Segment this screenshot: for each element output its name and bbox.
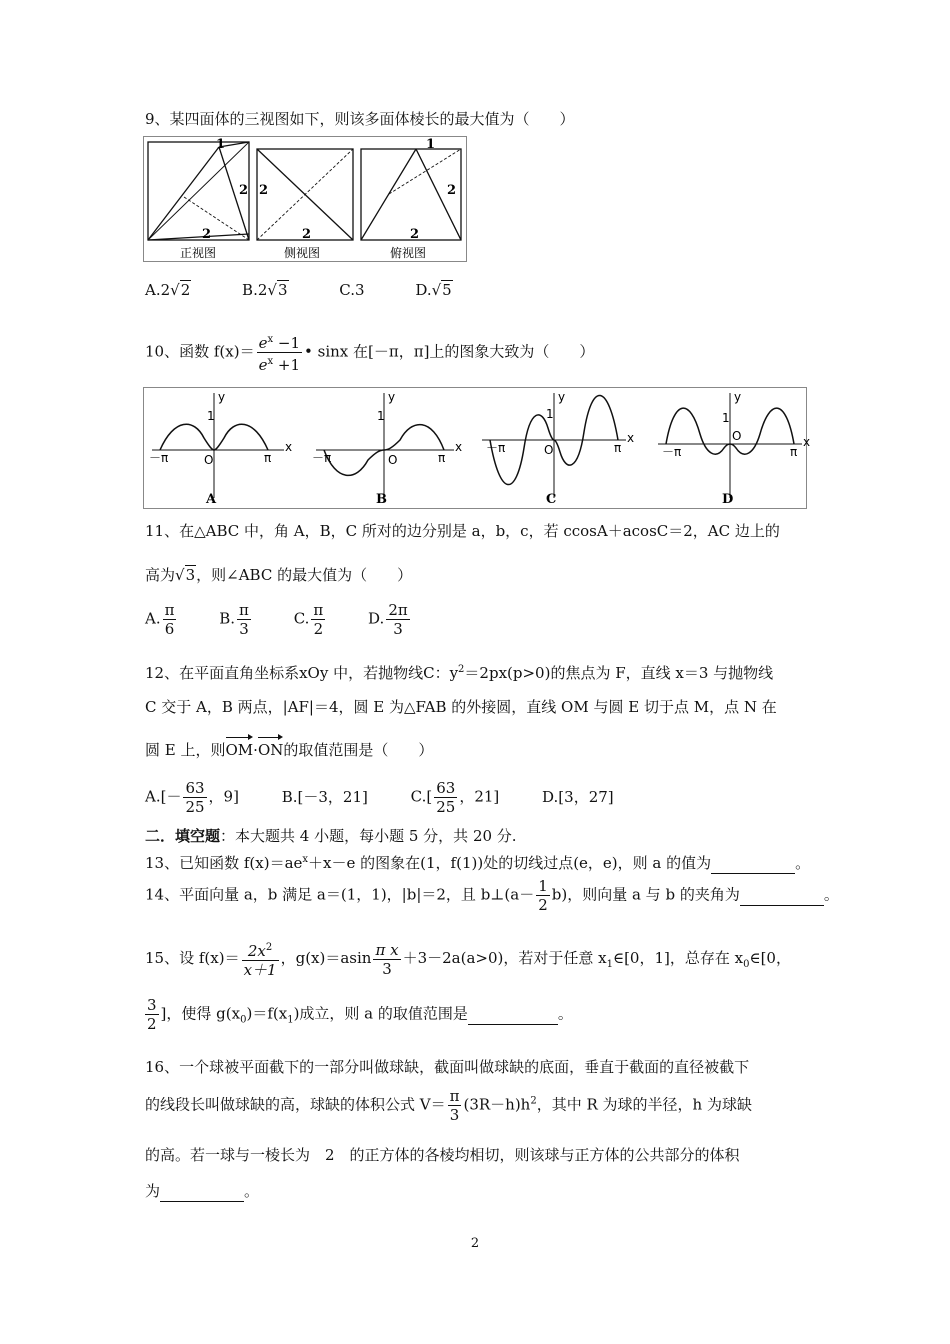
q9-stem: 9、某四面体的三视图如下，则该多面体棱长的最大值为（ ） — [145, 110, 575, 128]
svg-text:D: D — [722, 492, 734, 507]
q16-line1: 16、一个球被平面截下的一部分叫做球缺，截面叫做球缺的底面，垂直于截面的直径被截下 — [145, 1058, 750, 1076]
svg-text:C: C — [546, 492, 557, 507]
q9-option-d: D.√5 — [415, 281, 452, 299]
top-label-1: 1 — [426, 137, 436, 152]
svg-text:π: π — [790, 445, 798, 459]
svg-text:O: O — [544, 443, 554, 457]
q10-stem: 10、函数 f(x)＝ $\frac{e^x -1}{e^x +1}$ • sinx 在[－π，π]上的图象大致为（ ） — [145, 331, 594, 374]
svg-text:－π: －π — [662, 445, 682, 459]
side-label-base: 2 — [302, 227, 312, 242]
svg-text:x: x — [627, 431, 635, 445]
q14: 14、平面向量 a，b 满足 a＝(1，1)，|b|＝2，且 b⊥(a－ $\frac{1}{2}$ b)，则向量 a 与 b 的夹角为 。 — [145, 877, 839, 914]
top-label-2: 2 — [447, 183, 457, 198]
q10-fraction: $\frac{e^x -1}{e^x +1}$ — [257, 331, 302, 374]
svg-text:A: A — [206, 492, 217, 507]
svg-text:y: y — [218, 390, 226, 404]
q15-line1: 15、设 f(x)＝ $\frac{2x^2}{x+1}$ ，g(x)＝asin $\frac{\text{π x}}{3}$ ＋3－2a(a>0)，若对于任意 $x_1\in[0$，1]，总存在 $x_0\in[0$， — [145, 940, 791, 979]
svg-text:1: 1 — [722, 411, 730, 425]
graph-b — [312, 390, 462, 507]
q11-option-d: D. $\frac{2\pi}{3}$ — [368, 601, 408, 638]
svg-text:x: x — [803, 435, 811, 449]
side-label-left: 2 — [259, 183, 269, 198]
svg-text:1: 1 — [377, 409, 385, 423]
q11-options — [145, 601, 412, 638]
caption-top: 俯视图 — [390, 246, 427, 260]
q12-option-a: A.[－ $\frac{63}{25}$ ，9] — [145, 779, 239, 816]
q16-line3: 的高。若一球与一棱长为 2 的正方体的各棱均相切，则该球与正方体的公共部分的体积 — [145, 1146, 740, 1164]
svg-text:x: x — [285, 440, 293, 454]
q12-option-d: D.[3，27] — [542, 787, 614, 806]
svg-text:－π: －π — [312, 451, 332, 465]
svg-text:y: y — [558, 390, 566, 404]
svg-text:x: x — [455, 440, 463, 454]
q11-option-a: A. $\frac{\pi}{6}$ — [145, 601, 175, 638]
q15-line2: $\frac{3}{2}$ ]，使得 $g(x_0)=f(x_1)$成立，则 a 的取值范围是 。 — [147, 996, 573, 1033]
q11-option-c: C. $\frac{\pi}{2}$ — [293, 601, 324, 638]
graph-a — [149, 390, 292, 507]
top-label-base: 2 — [410, 227, 420, 242]
graph-c — [482, 390, 634, 507]
front-label-2: 2 — [239, 183, 249, 198]
svg-text:π: π — [264, 451, 272, 465]
q12-line1: 12、在平面直角坐标系xOy 中，若抛物线C：$y^2=2px(p>0)$的焦点为 F，直线 x＝3 与抛物线 — [145, 664, 774, 682]
svg-text:－π: －π — [486, 441, 506, 455]
svg-text:y: y — [388, 390, 396, 404]
q12-options — [145, 779, 614, 816]
q16-line4: 为 。 — [145, 1182, 260, 1200]
section2-header: 二．填空题：本大题共 4 小题，每小题 5 分，共 20 分. — [145, 827, 517, 845]
svg-text:1: 1 — [546, 407, 554, 421]
q12-option-c: C.[ $\frac{63}{25}$ ，21] — [410, 779, 500, 816]
q9-option-c: C.3 — [339, 281, 365, 299]
q16-line2: 的线段长叫做球缺的高，球缺的体积公式 V＝ $\frac{\pi}{3}$ $(3R-h)h^2$，其中 R 为球的半径，h 为球缺 — [145, 1087, 752, 1124]
svg-text:π: π — [438, 451, 446, 465]
q9-options — [145, 280, 453, 300]
caption-side: 侧视图 — [284, 246, 321, 260]
q12-option-b: B.[－3，21] — [281, 787, 368, 806]
svg-text:B: B — [376, 492, 387, 507]
q12-line2: C 交于 A，B 两点，|AF|＝4，圆 E 为△FAB 的外接圆，直线 OM 与圆 E 切于点 M，点 N 在 — [145, 698, 777, 716]
front-label-base: 2 — [202, 227, 212, 242]
q11-option-b: B. $\frac{\pi}{3}$ — [219, 601, 249, 638]
page-number: 2 — [470, 1236, 480, 1251]
q12-line3: 圆 E 上，则OM·ON的取值范围是（ ） — [145, 741, 434, 759]
svg-text:O: O — [204, 453, 214, 467]
svg-text:O: O — [388, 453, 398, 467]
q9-three-view-figure — [143, 136, 467, 262]
svg-text:y: y — [734, 390, 742, 404]
q13: 13、已知函数 $f(x)=ae^x+x-e$ 的图象在(1，f(1))处的切线过点(e，e)，则 a 的值为 。 — [145, 854, 811, 872]
caption-front: 正视图 — [180, 246, 217, 260]
q9-option-a: A.2√2 — [145, 281, 191, 299]
svg-text:O: O — [732, 429, 742, 443]
svg-text:－π: －π — [149, 451, 169, 465]
q9-option-b: B.2√3 — [242, 281, 288, 299]
graph-d — [658, 390, 810, 507]
q11-line1: 11、在△ABC 中，角 A，B，C 所对的边分别是 a，b，c，若 ccosA＋acosC＝2，AC 边上的 — [145, 522, 780, 540]
svg-text:1: 1 — [207, 409, 215, 423]
svg-text:π: π — [614, 441, 622, 455]
q10-graphs-figure — [143, 387, 811, 509]
front-view — [148, 142, 249, 240]
q11-line2: 高为√3，则∠ABC 的最大值为（ ） — [145, 566, 413, 584]
front-label-1: 1 — [216, 137, 226, 152]
